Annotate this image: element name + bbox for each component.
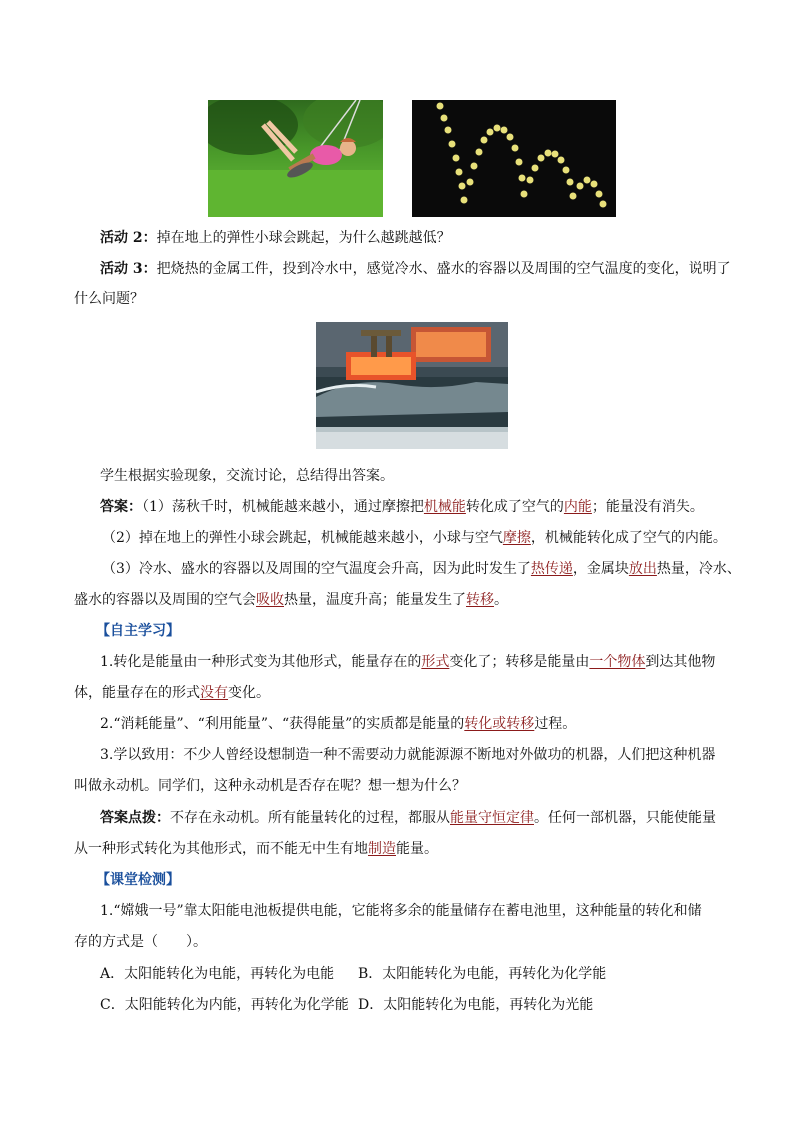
answer-1-mid: 转化成了空气的 <box>465 499 564 515</box>
item-2-pre: 2.“消耗能量”、“利用能量”、“获得能量”的实质都是能量的 <box>100 716 465 732</box>
item-1-pre: 1.转化是能量由一种形式变为其他形式，能量存在的 <box>100 654 422 670</box>
answer-3b-mid: 热量，温度升高；能量发生了 <box>284 592 466 608</box>
summary-text <box>100 466 722 486</box>
swing-photo <box>208 100 383 217</box>
hint-blank-1: 能量守恒定律 <box>450 810 534 826</box>
item-3-line2: 叫做永动机。同学们，这种永动机是否存在呢？想一想为什么？ <box>74 778 466 794</box>
answer-3b-blank-2: 转移 <box>466 592 494 608</box>
hot-metal-water-photo <box>316 322 508 449</box>
item-3-line1: 3.学以致用：不少人曾经设想制造一种不需要动力就能源源不断地对外做功的机器，人们把这种机器 <box>100 747 716 763</box>
answer-3b-blank-1: 吸收 <box>256 592 284 608</box>
self-study-item-1-cont <box>74 683 696 703</box>
question-1-line2: 存的方式是（ ）。 <box>74 934 207 950</box>
option-c-label: C．太阳能转化为内能，再转化为化学能 <box>100 997 349 1013</box>
option-d-label: D．太阳能转化为电能，再转化为光能 <box>358 997 594 1013</box>
answer-3b-pre: 盛水的容器以及周围的空气会 <box>74 592 256 608</box>
question-1-cont <box>74 932 696 952</box>
answer-3-post: 热量，冷水、 <box>656 561 741 577</box>
option-a-label: A．太阳能转化为电能，再转化为电能 <box>100 966 335 982</box>
activity-3-line2: 什么问题？ <box>74 291 144 307</box>
question-1 <box>100 901 722 921</box>
item-1-mid: 变化了；转移是能量由 <box>449 654 590 670</box>
bouncing-ball-illustration <box>412 100 616 217</box>
activity-3-cont <box>74 289 696 309</box>
hint-label: 答案点拨： <box>100 810 170 826</box>
answer-3-cont <box>74 590 696 610</box>
answer-3-blank-1: 热传递 <box>530 561 573 577</box>
hint2-post: 能量。 <box>396 841 438 857</box>
self-study-item-3 <box>100 745 722 765</box>
item-2-post: 过程。 <box>534 716 577 732</box>
option-b-label: B．太阳能转化为电能，再转化为化学能 <box>358 966 607 982</box>
item-1b-pre: 体，能量存在的形式 <box>74 685 200 701</box>
hint-cont <box>74 839 696 859</box>
class-test-title: 【课堂检测】 <box>96 872 180 888</box>
answer-label: 答案： <box>100 499 142 515</box>
answer-1-pre: （1）荡秋千时，机械能越来越小，通过摩擦把 <box>142 499 424 515</box>
hint2-blank-1: 制造 <box>368 841 396 857</box>
answer-3b-post: 。 <box>494 592 508 608</box>
activity-3-label: 活动 3： <box>100 261 157 277</box>
summary: 学生根据实验现象，交流讨论，总结得出答案。 <box>100 468 394 484</box>
self-study-title: 【自主学习】 <box>96 623 180 639</box>
item-1-blank-2: 一个物体 <box>589 654 646 670</box>
activity-2-label: 活动 2： <box>100 230 157 246</box>
answer-3-mid: ，金属块 <box>572 561 629 577</box>
option-d[interactable] <box>358 995 593 1015</box>
answer-1-blank-2: 内能 <box>563 499 592 515</box>
answer-1-post: ；能量没有消失。 <box>591 499 704 515</box>
self-study-item-1 <box>100 652 722 672</box>
answer-2 <box>102 528 727 548</box>
option-c[interactable] <box>100 995 349 1015</box>
answer-2-pre: （2）掉在地上的弹性小球会跳起，机械能越来越小，小球与空气 <box>102 530 503 546</box>
activity-2-text: 掉在地上的弹性小球会跳起，为什么越跳越低？ <box>156 230 451 246</box>
swing-illustration <box>208 100 383 217</box>
self-study-item-3-cont <box>74 776 696 796</box>
self-study-header <box>96 621 718 641</box>
hint-pre: 不存在永动机。所有能量转化的过程，都服从 <box>170 810 450 826</box>
item-1b-post: 变化。 <box>228 685 270 701</box>
class-test-header <box>96 870 718 890</box>
item-2-blank-1: 转化或转移 <box>464 716 535 732</box>
activity-2 <box>100 228 722 248</box>
answer-2-post: ，机械能转化成了空气的内能。 <box>530 530 727 546</box>
hint-post: 。任何一部机器，只能使能量 <box>534 810 716 826</box>
self-study-item-2 <box>100 714 722 734</box>
answer-1-blank-1: 机械能 <box>423 499 466 515</box>
hint2-pre: 从一种形式转化为其他形式，而不能无中生有地 <box>74 841 368 857</box>
option-b[interactable] <box>358 964 606 984</box>
answer-3 <box>102 559 741 579</box>
answer-3-pre: （3）冷水、盛水的容器以及周围的空气温度会升高，因为此时发生了 <box>102 561 531 577</box>
activity-3-line1: 把烧热的金属工件，投到冷水中，感觉冷水、盛水的容器以及周围的空气温度的变化，说明了 <box>156 261 731 277</box>
hot-metal-illustration <box>316 322 508 449</box>
option-a[interactable] <box>100 964 334 984</box>
item-1-post: 到达其他物 <box>645 654 716 670</box>
item-1-blank-1: 形式 <box>421 654 450 670</box>
item-1b-blank-1: 没有 <box>200 685 228 701</box>
question-1-line1: 1.“嫦娥一号”靠太阳能电池板提供电能，它能将多余的能量储存在蓄电池里，这种能量的转化和储 <box>100 903 702 919</box>
activity-3 <box>100 259 731 279</box>
answer-2-blank-1: 摩擦 <box>502 530 531 546</box>
answer-3-blank-2: 放出 <box>628 561 657 577</box>
hint <box>100 808 722 828</box>
answer-1 <box>100 497 722 517</box>
bouncing-ball-photo <box>412 100 616 217</box>
